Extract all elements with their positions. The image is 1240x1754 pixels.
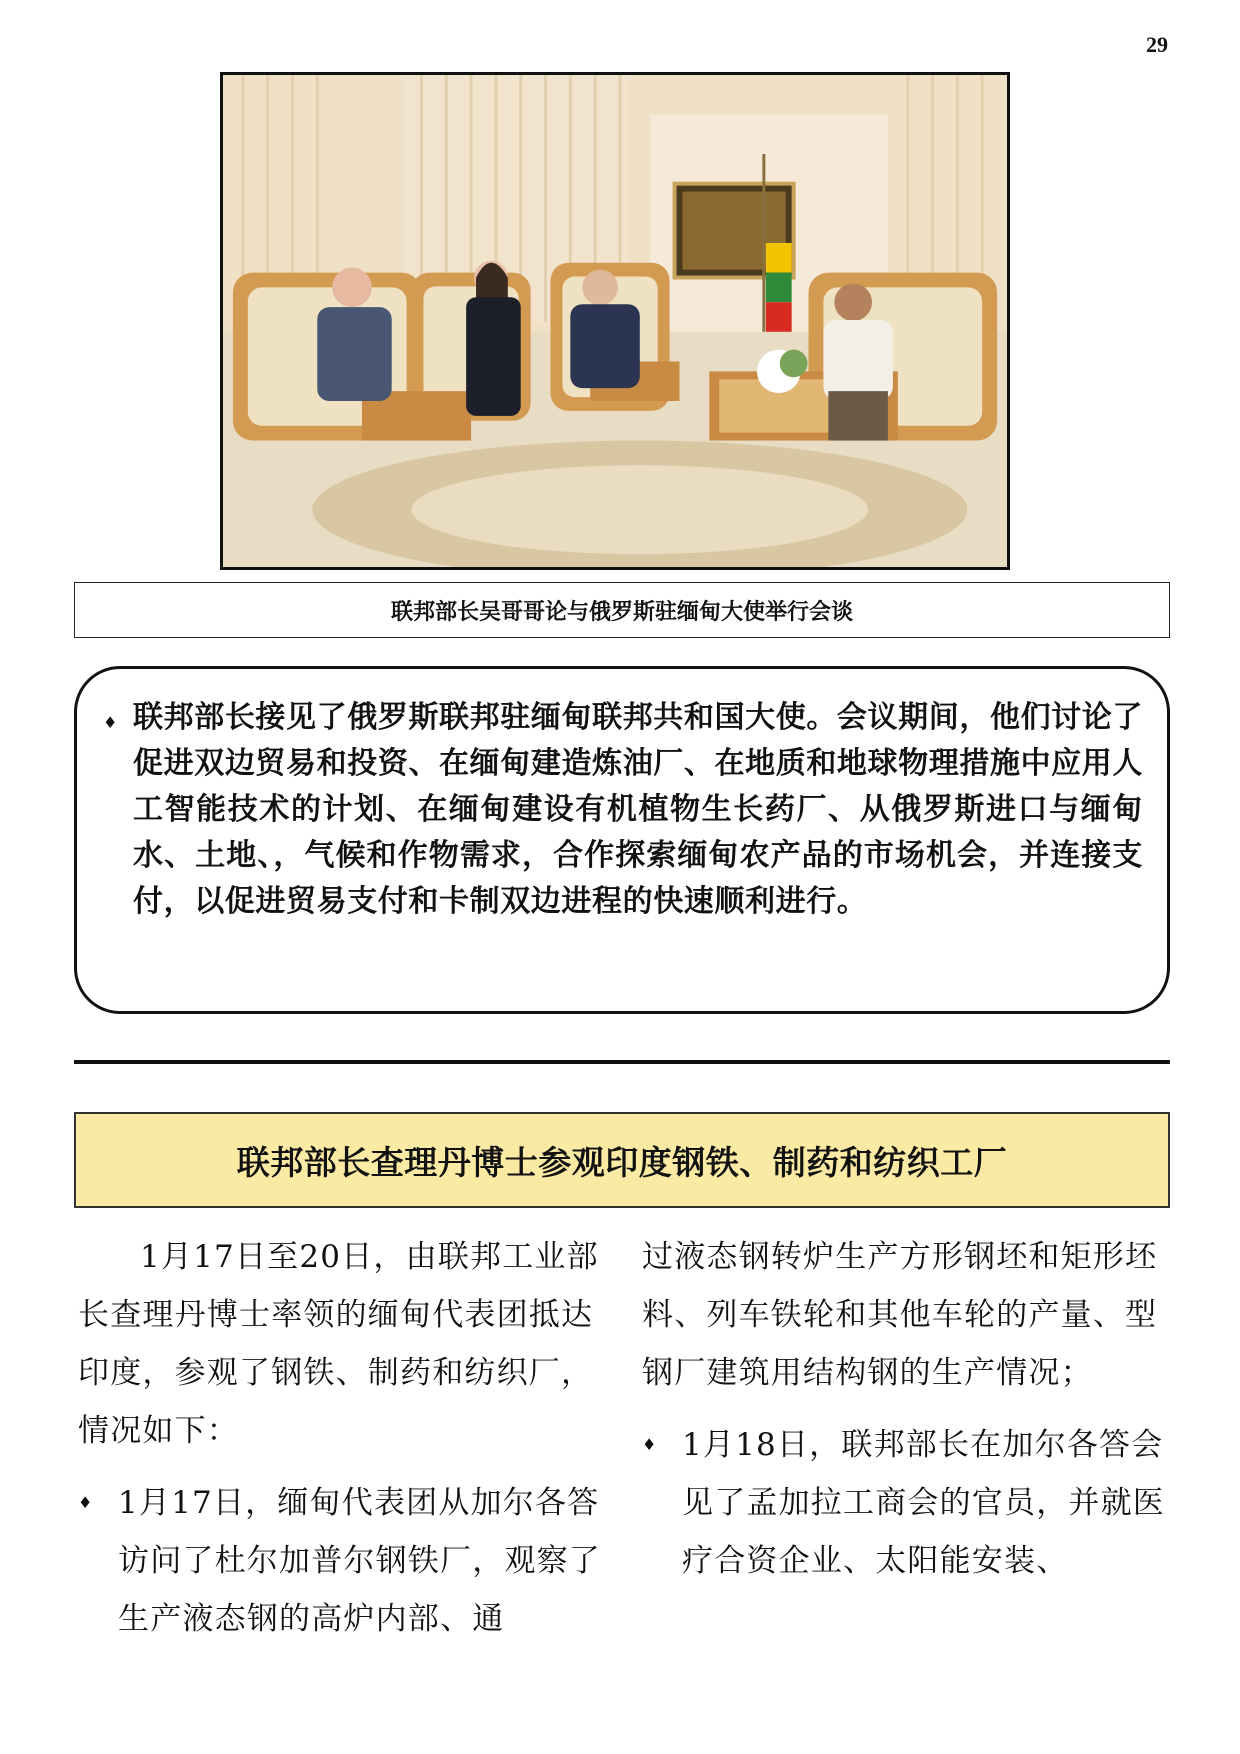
diamond-bullet-icon: ♦ xyxy=(103,713,118,732)
summary-box xyxy=(74,666,1170,1014)
meeting-photo xyxy=(220,72,1010,570)
continued-paragraph: 过液态钢转炉生产方形钢坯和矩形坯料、列车铁轮和其他车轮的产量、型钢厂建筑用结构钢的生产情况； xyxy=(642,1239,1158,1391)
left-column xyxy=(78,1228,608,1648)
right-column xyxy=(642,1228,1172,1590)
intro-paragraph: 1月17日至20日，由联邦工业部长查理丹博士率领的缅甸代表团抵达印度，参观了钢铁、制药和纺织厂，情况如下： xyxy=(78,1239,599,1449)
diamond-bullet-icon: ♦ xyxy=(78,1493,94,1512)
meeting-photo-illustration xyxy=(223,75,1007,567)
list-item-text: 1月17日，缅甸代表团从加尔各答访问了杜尔加普尔钢铁厂，观察了生产液态钢的高炉内部、通 xyxy=(118,1485,601,1637)
section-divider xyxy=(74,1060,1170,1064)
list-item xyxy=(78,1474,608,1648)
diamond-bullet-icon: ♦ xyxy=(642,1435,658,1454)
summary-text: 联邦部长接见了俄罗斯联邦驻缅甸联邦共和国大使。会议期间，他们讨论了促进双边贸易和投资、在缅甸建造炼油厂、在地质和地球物理措施中应用人工智能技术的计划、在缅甸建设有机植物生长药厂、从俄罗斯进口与缅甸水、土地、，气候和作物需求，合作探索缅甸农产品的市场机会，并连接支付，以促进贸易支付和卡制双边进程的快速顺利进行。 xyxy=(133,700,1143,919)
photo-caption: 联邦部长吴哥哥论与俄罗斯驻缅甸大使举行会谈 xyxy=(74,582,1170,638)
list-item-text: 1月18日，联邦部长在加尔各答会见了孟加拉工商会的官员，并就医疗合资企业、太阳能安装、 xyxy=(682,1427,1165,1579)
page-number: 29 xyxy=(1146,32,1168,57)
article-headline: 联邦部长查理丹博士参观印度钢铁、制药和纺织工厂 xyxy=(74,1112,1170,1208)
list-item xyxy=(642,1416,1172,1590)
